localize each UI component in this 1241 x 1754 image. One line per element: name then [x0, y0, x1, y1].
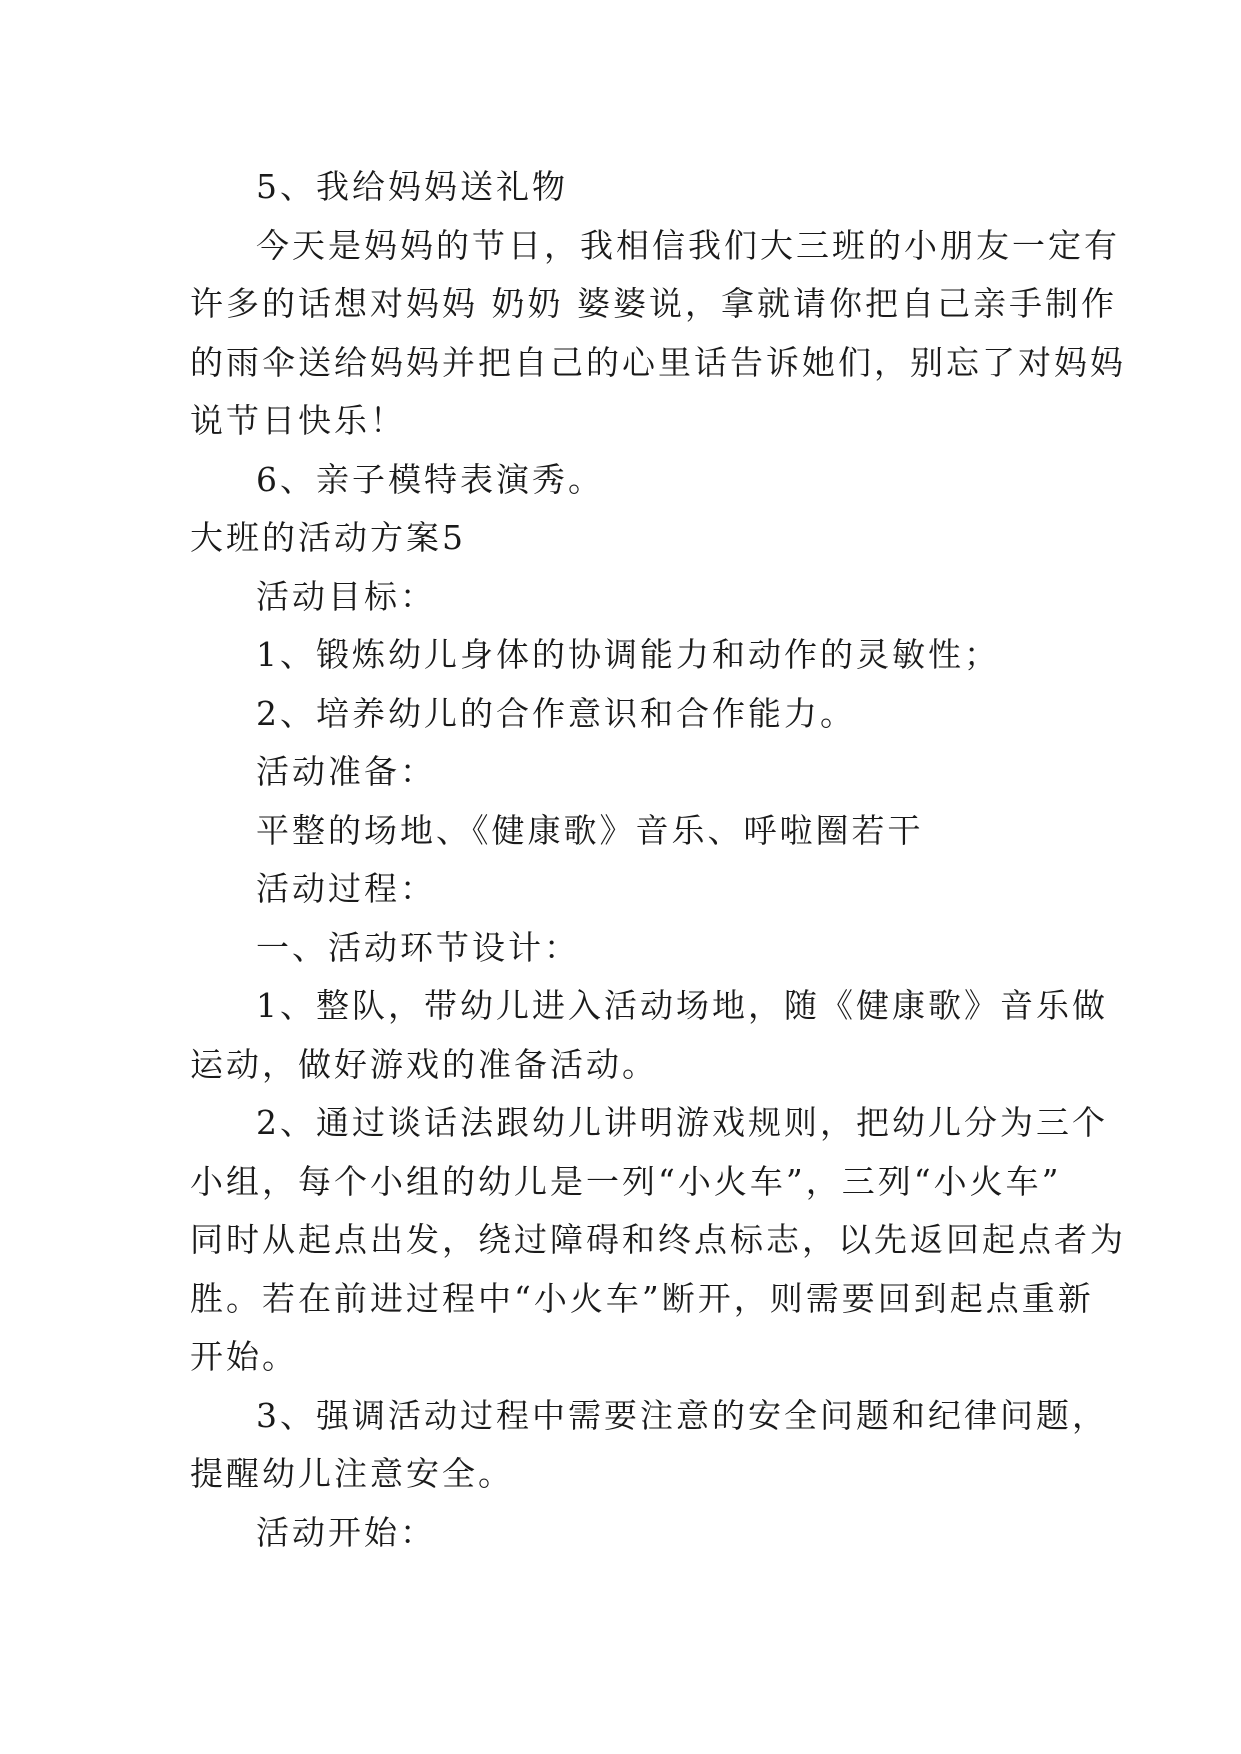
- paragraph-line: 许多的话想对妈妈 奶奶 婆婆说，拿就请你把自己亲手制作: [190, 284, 1117, 323]
- subheading-goals: 活动目标：: [256, 576, 436, 616]
- list-item: 2、培养幼儿的合作意识和合作能力。: [256, 693, 856, 733]
- paragraph-line: 胜。若在前进过程中“小火车”断开，则需要回到起点重新: [190, 1278, 1094, 1318]
- paragraph-line: 平整的场地、《健康歌》音乐、呼啦圈若干: [256, 810, 924, 850]
- subheading-process: 活动过程：: [256, 869, 436, 908]
- subheading-start: 活动开始：: [256, 1512, 436, 1552]
- paragraph-line: 运动，做好游戏的准备活动。: [190, 1044, 658, 1084]
- paragraph-line: 同时从起点出发，绕过障碍和终点标志，以先返回起点者为: [190, 1220, 1126, 1259]
- subheading-design: 一、活动环节设计：: [256, 927, 580, 967]
- list-item: 1、锻炼幼儿身体的协调能力和动作的灵敏性；: [256, 635, 1000, 674]
- section-heading: 大班的活动方案5: [190, 518, 466, 557]
- paragraph-line: 开始。: [190, 1337, 298, 1376]
- subheading-preparation: 活动准备：: [256, 752, 436, 791]
- list-item-fashion-show: 6、亲子模特表演秀。: [256, 459, 604, 499]
- paragraph-line: 今天是妈妈的节日，我相信我们大三班的小朋友一定有: [256, 225, 1120, 265]
- paragraph-line: 小组，每个小组的幼儿是一列“小火车”，三列“小火车”: [190, 1161, 1062, 1201]
- list-item: 3、强调活动过程中需要注意的安全问题和纪律问题，: [256, 1395, 1108, 1435]
- list-item: 1、整队，带幼儿进入活动场地，随《健康歌》音乐做: [256, 986, 1108, 1025]
- paragraph-line: 提醒幼儿注意安全。: [190, 1454, 514, 1493]
- list-item: 2、通过谈话法跟幼儿讲明游戏规则，把幼儿分为三个: [256, 1103, 1108, 1142]
- paragraph-line: 的雨伞送给妈妈并把自己的心里话告诉她们，别忘了对妈妈: [190, 342, 1126, 382]
- paragraph-line: 说节日快乐！: [190, 401, 406, 440]
- document-body: [190, 158, 1126, 1562]
- list-item-gift: 5、我给妈妈送礼物: [256, 167, 568, 206]
